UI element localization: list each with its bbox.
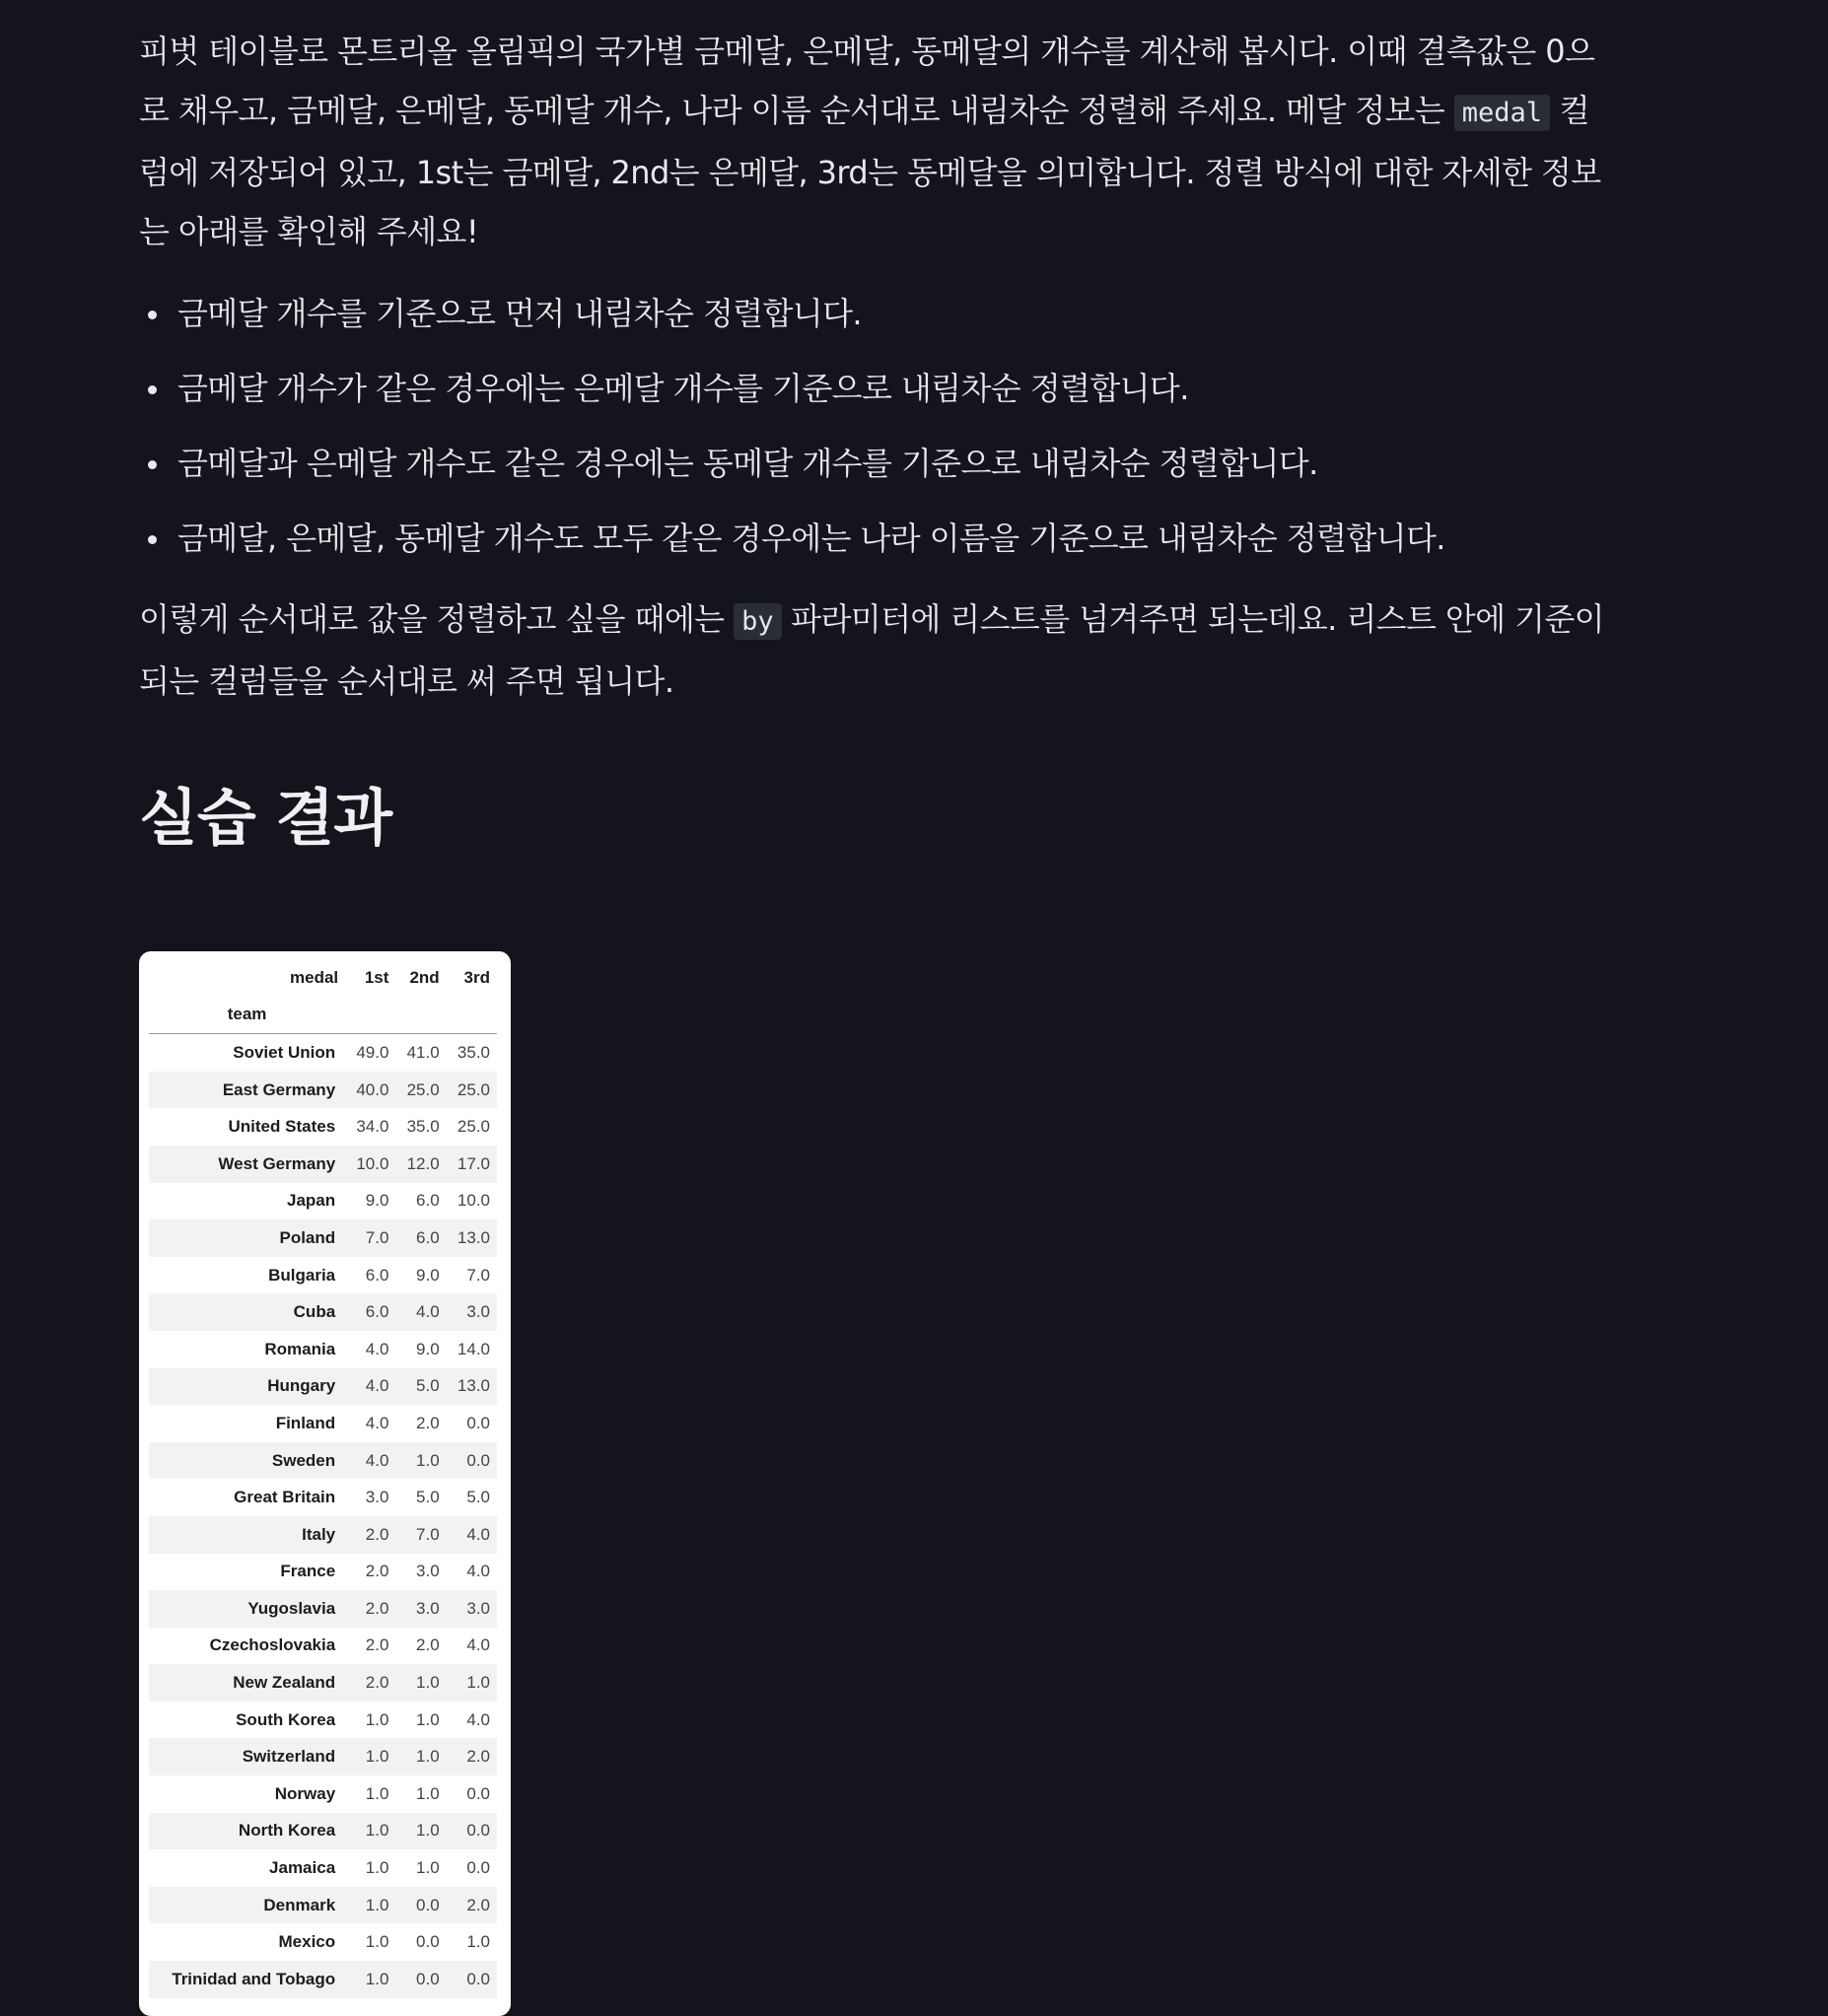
medal-count-cell: 1.0 (416, 1747, 440, 1767)
medal-count-cell: 49.0 (356, 1042, 389, 1062)
table-row (149, 1554, 497, 1591)
column-header: 1st (364, 967, 389, 987)
table-row (149, 1738, 497, 1775)
table-row (149, 1257, 497, 1294)
medal-count-cell: 1.0 (416, 1783, 440, 1803)
medal-count-cell: 1.0 (365, 1895, 389, 1914)
team-name: Jamaica (269, 1858, 336, 1878)
medal-count-cell: 3.0 (466, 1302, 490, 1322)
table-row (149, 1293, 497, 1331)
medal-count-cell: 1.0 (466, 1673, 490, 1693)
medal-count-cell: 2.0 (365, 1673, 389, 1693)
team-name: North Korea (238, 1821, 336, 1841)
medal-count-cell: 3.0 (416, 1562, 440, 1581)
team-name: Switzerland (242, 1747, 336, 1767)
column-header: 2nd (409, 967, 440, 987)
table-row (149, 1405, 497, 1442)
team-name: East Germany (222, 1079, 336, 1099)
medal-count-cell: 6.0 (416, 1227, 440, 1247)
table-index-header-row (149, 997, 497, 1034)
medal-count-cell: 0.0 (466, 1413, 490, 1432)
medal-count-cell: 7.0 (365, 1227, 389, 1247)
medal-count-cell: 0.0 (466, 1450, 490, 1470)
team-name: Mexico (278, 1932, 336, 1952)
medal-count-cell: 1.0 (466, 1932, 490, 1952)
medal-count-cell: 10.0 (457, 1191, 490, 1211)
medal-count-cell: 2.0 (416, 1413, 440, 1432)
intro-text-1: 피벗 테이블로 몬트리올 올림픽의 국가별 금메달, 은메달, 동메달의 개수를 계산해 봅시다. 이때 결측값은 0으로 채우고, 금메달, 은메달, 동메달 개수, 나라 이름 순서대로 내림차순 정렬해 주세요. 메달 정보는 (139, 33, 1595, 129)
team-name: Finland (275, 1413, 336, 1432)
medal-count-cell: 1.0 (416, 1821, 440, 1841)
medal-count-cell: 5.0 (416, 1488, 440, 1507)
table-row (149, 1072, 497, 1109)
medal-count-cell: 3.0 (416, 1598, 440, 1618)
team-name: Norway (274, 1783, 336, 1803)
medal-count-cell: 34.0 (356, 1117, 389, 1137)
medal-count-cell: 0.0 (466, 1783, 490, 1803)
list-item: 금메달, 은메달, 동메달 개수도 모두 같은 경우에는 나라 이름을 기준으로 내림차순 정렬합니다. (139, 515, 1618, 562)
medal-count-cell: 0.0 (466, 1969, 490, 1988)
note-text-2: 파라미터에 리스트를 넘겨주면 되는데요. 리스트 안에 기준이 되는 컬럼들을 순서대로 써 주면 됩니다. (139, 600, 1604, 700)
medal-count-cell: 9.0 (416, 1265, 440, 1285)
team-name: Romania (264, 1339, 336, 1358)
team-name: United States (228, 1117, 336, 1137)
table-row (149, 1331, 497, 1368)
medal-count-cell: 4.0 (365, 1413, 389, 1432)
section-heading: 실습 결과 (139, 782, 392, 854)
medal-count-cell: 6.0 (416, 1191, 440, 1211)
medal-count-cell: 41.0 (406, 1042, 440, 1062)
team-name: Bulgaria (268, 1265, 336, 1285)
medal-count-cell: 13.0 (457, 1376, 490, 1396)
medal-count-cell: 0.0 (416, 1932, 440, 1952)
table-body (149, 1034, 497, 1998)
team-name: Poland (279, 1227, 336, 1247)
medal-count-cell: 1.0 (365, 1932, 389, 1952)
team-name: Cuba (293, 1302, 336, 1322)
table-row (149, 1813, 497, 1850)
medal-count-cell: 17.0 (457, 1153, 490, 1173)
team-name: France (280, 1562, 336, 1581)
table-row (149, 1590, 497, 1628)
team-name: Great Britain (234, 1488, 336, 1507)
medal-count-cell: 12.0 (406, 1153, 440, 1173)
medal-count-cell: 4.0 (466, 1709, 490, 1729)
team-name: Trinidad and Tobago (172, 1969, 336, 1988)
medal-count-cell: 2.0 (365, 1598, 389, 1618)
table-row (149, 1628, 497, 1665)
medal-count-cell: 1.0 (416, 1673, 440, 1693)
column-header: 3rd (463, 967, 490, 987)
team-name: Japan (287, 1191, 336, 1211)
team-name: Yugoslavia (247, 1598, 336, 1618)
intro-paragraph (139, 22, 1618, 261)
medal-count-cell: 0.0 (416, 1895, 440, 1914)
table-row (149, 1183, 497, 1220)
medal-count-cell: 1.0 (365, 1709, 389, 1729)
medal-count-cell: 2.0 (365, 1562, 389, 1581)
index-label: team (149, 997, 345, 1034)
table-header-row (149, 959, 497, 997)
table-row (149, 1108, 497, 1146)
list-item: 금메달 개수가 같은 경우에는 은메달 개수를 기준으로 내림차순 정렬합니다. (139, 365, 1618, 412)
medal-count-cell: 13.0 (457, 1227, 490, 1247)
team-name: South Korea (236, 1709, 336, 1729)
result-table-image (139, 951, 511, 2016)
medal-count-cell: 1.0 (416, 1450, 440, 1470)
team-name: Denmark (263, 1895, 336, 1914)
table-row (149, 1516, 497, 1554)
medal-count-cell: 6.0 (365, 1302, 389, 1322)
intro-text-2: 컬럼에 저장되어 있고, 1st는 금메달, 2nd는 은메달, 3rd는 동메달을 의미합니다. 정렬 방식에 대한 자세한 정보는 아래를 확인해 주세요! (139, 92, 1601, 250)
medal-count-cell: 9.0 (365, 1191, 389, 1211)
medal-count-cell: 7.0 (416, 1524, 440, 1544)
medal-count-cell: 35.0 (457, 1042, 490, 1062)
medal-count-cell: 5.0 (416, 1376, 440, 1396)
table-row (149, 1368, 497, 1406)
medal-count-cell: 14.0 (457, 1339, 490, 1358)
medal-count-cell: 0.0 (416, 1969, 440, 1988)
medal-count-cell: 35.0 (406, 1117, 440, 1137)
team-name: Italy (302, 1524, 336, 1544)
medal-count-cell: 3.0 (466, 1598, 490, 1618)
table-row (149, 1219, 497, 1257)
table-row (149, 1849, 497, 1887)
table-row (149, 1034, 497, 1072)
list-item: 금메달과 은메달 개수도 같은 경우에는 동메달 개수를 기준으로 내림차순 정렬합니다. (139, 440, 1618, 487)
table-row (149, 1775, 497, 1813)
sort-rules-list (139, 290, 1618, 562)
medal-count-cell: 4.0 (365, 1339, 389, 1358)
medal-count-cell: 4.0 (466, 1635, 490, 1655)
medal-count-cell: 6.0 (365, 1265, 389, 1285)
team-name: Soviet Union (233, 1042, 336, 1062)
medal-count-cell: 1.0 (416, 1858, 440, 1878)
table-row (149, 1442, 497, 1480)
table-row (149, 1146, 497, 1183)
medal-count-cell: 4.0 (466, 1524, 490, 1544)
medal-count-cell: 25.0 (457, 1117, 490, 1137)
medal-count-cell: 4.0 (365, 1376, 389, 1396)
medal-count-cell: 2.0 (365, 1635, 389, 1655)
medal-count-cell: 5.0 (466, 1488, 490, 1507)
medal-count-cell: 2.0 (365, 1524, 389, 1544)
list-item: 금메달 개수를 기준으로 먼저 내림차순 정렬합니다. (139, 290, 1618, 337)
medal-count-cell: 10.0 (356, 1153, 389, 1173)
table-row (149, 1961, 497, 1998)
medal-count-cell: 0.0 (466, 1858, 490, 1878)
medal-count-cell: 40.0 (356, 1079, 389, 1099)
team-name: Czechoslovakia (209, 1635, 336, 1655)
table-row (149, 1664, 497, 1702)
medal-count-cell: 25.0 (406, 1079, 440, 1099)
team-name: West Germany (218, 1153, 336, 1173)
team-name: Hungary (267, 1376, 336, 1396)
medal-count-cell: 4.0 (416, 1302, 440, 1322)
medal-count-cell: 2.0 (466, 1747, 490, 1767)
medal-count-cell: 1.0 (365, 1858, 389, 1878)
medal-count-cell: 3.0 (365, 1488, 389, 1507)
medal-count-cell: 2.0 (466, 1895, 490, 1914)
table-row (149, 1887, 497, 1924)
inline-code-by: by (734, 603, 782, 640)
medal-count-cell: 1.0 (365, 1969, 389, 1988)
note-text-1: 이렇게 순서대로 값을 정렬하고 싶을 때에는 (139, 600, 725, 638)
medal-count-cell: 9.0 (416, 1339, 440, 1358)
medal-count-cell: 1.0 (416, 1709, 440, 1729)
medal-count-cell: 0.0 (466, 1821, 490, 1841)
inline-code-medal: medal (1454, 95, 1550, 131)
table-row (149, 1479, 497, 1516)
medal-count-cell: 7.0 (466, 1265, 490, 1285)
team-name: Sweden (271, 1450, 336, 1470)
medal-count-cell: 2.0 (416, 1635, 440, 1655)
medal-count-cell: 4.0 (365, 1450, 389, 1470)
medal-pivot-table (149, 959, 497, 1998)
medal-count-cell: 1.0 (365, 1821, 389, 1841)
medal-count-cell: 4.0 (466, 1562, 490, 1581)
medal-count-cell: 1.0 (365, 1783, 389, 1803)
article-body (139, 22, 1618, 863)
note-paragraph (139, 590, 1618, 711)
medal-count-cell: 1.0 (365, 1747, 389, 1767)
table-row (149, 1923, 497, 1961)
medal-count-cell: 25.0 (457, 1079, 490, 1099)
table-row (149, 1702, 497, 1739)
columns-label: medal (290, 967, 339, 987)
team-name: New Zealand (233, 1673, 336, 1693)
